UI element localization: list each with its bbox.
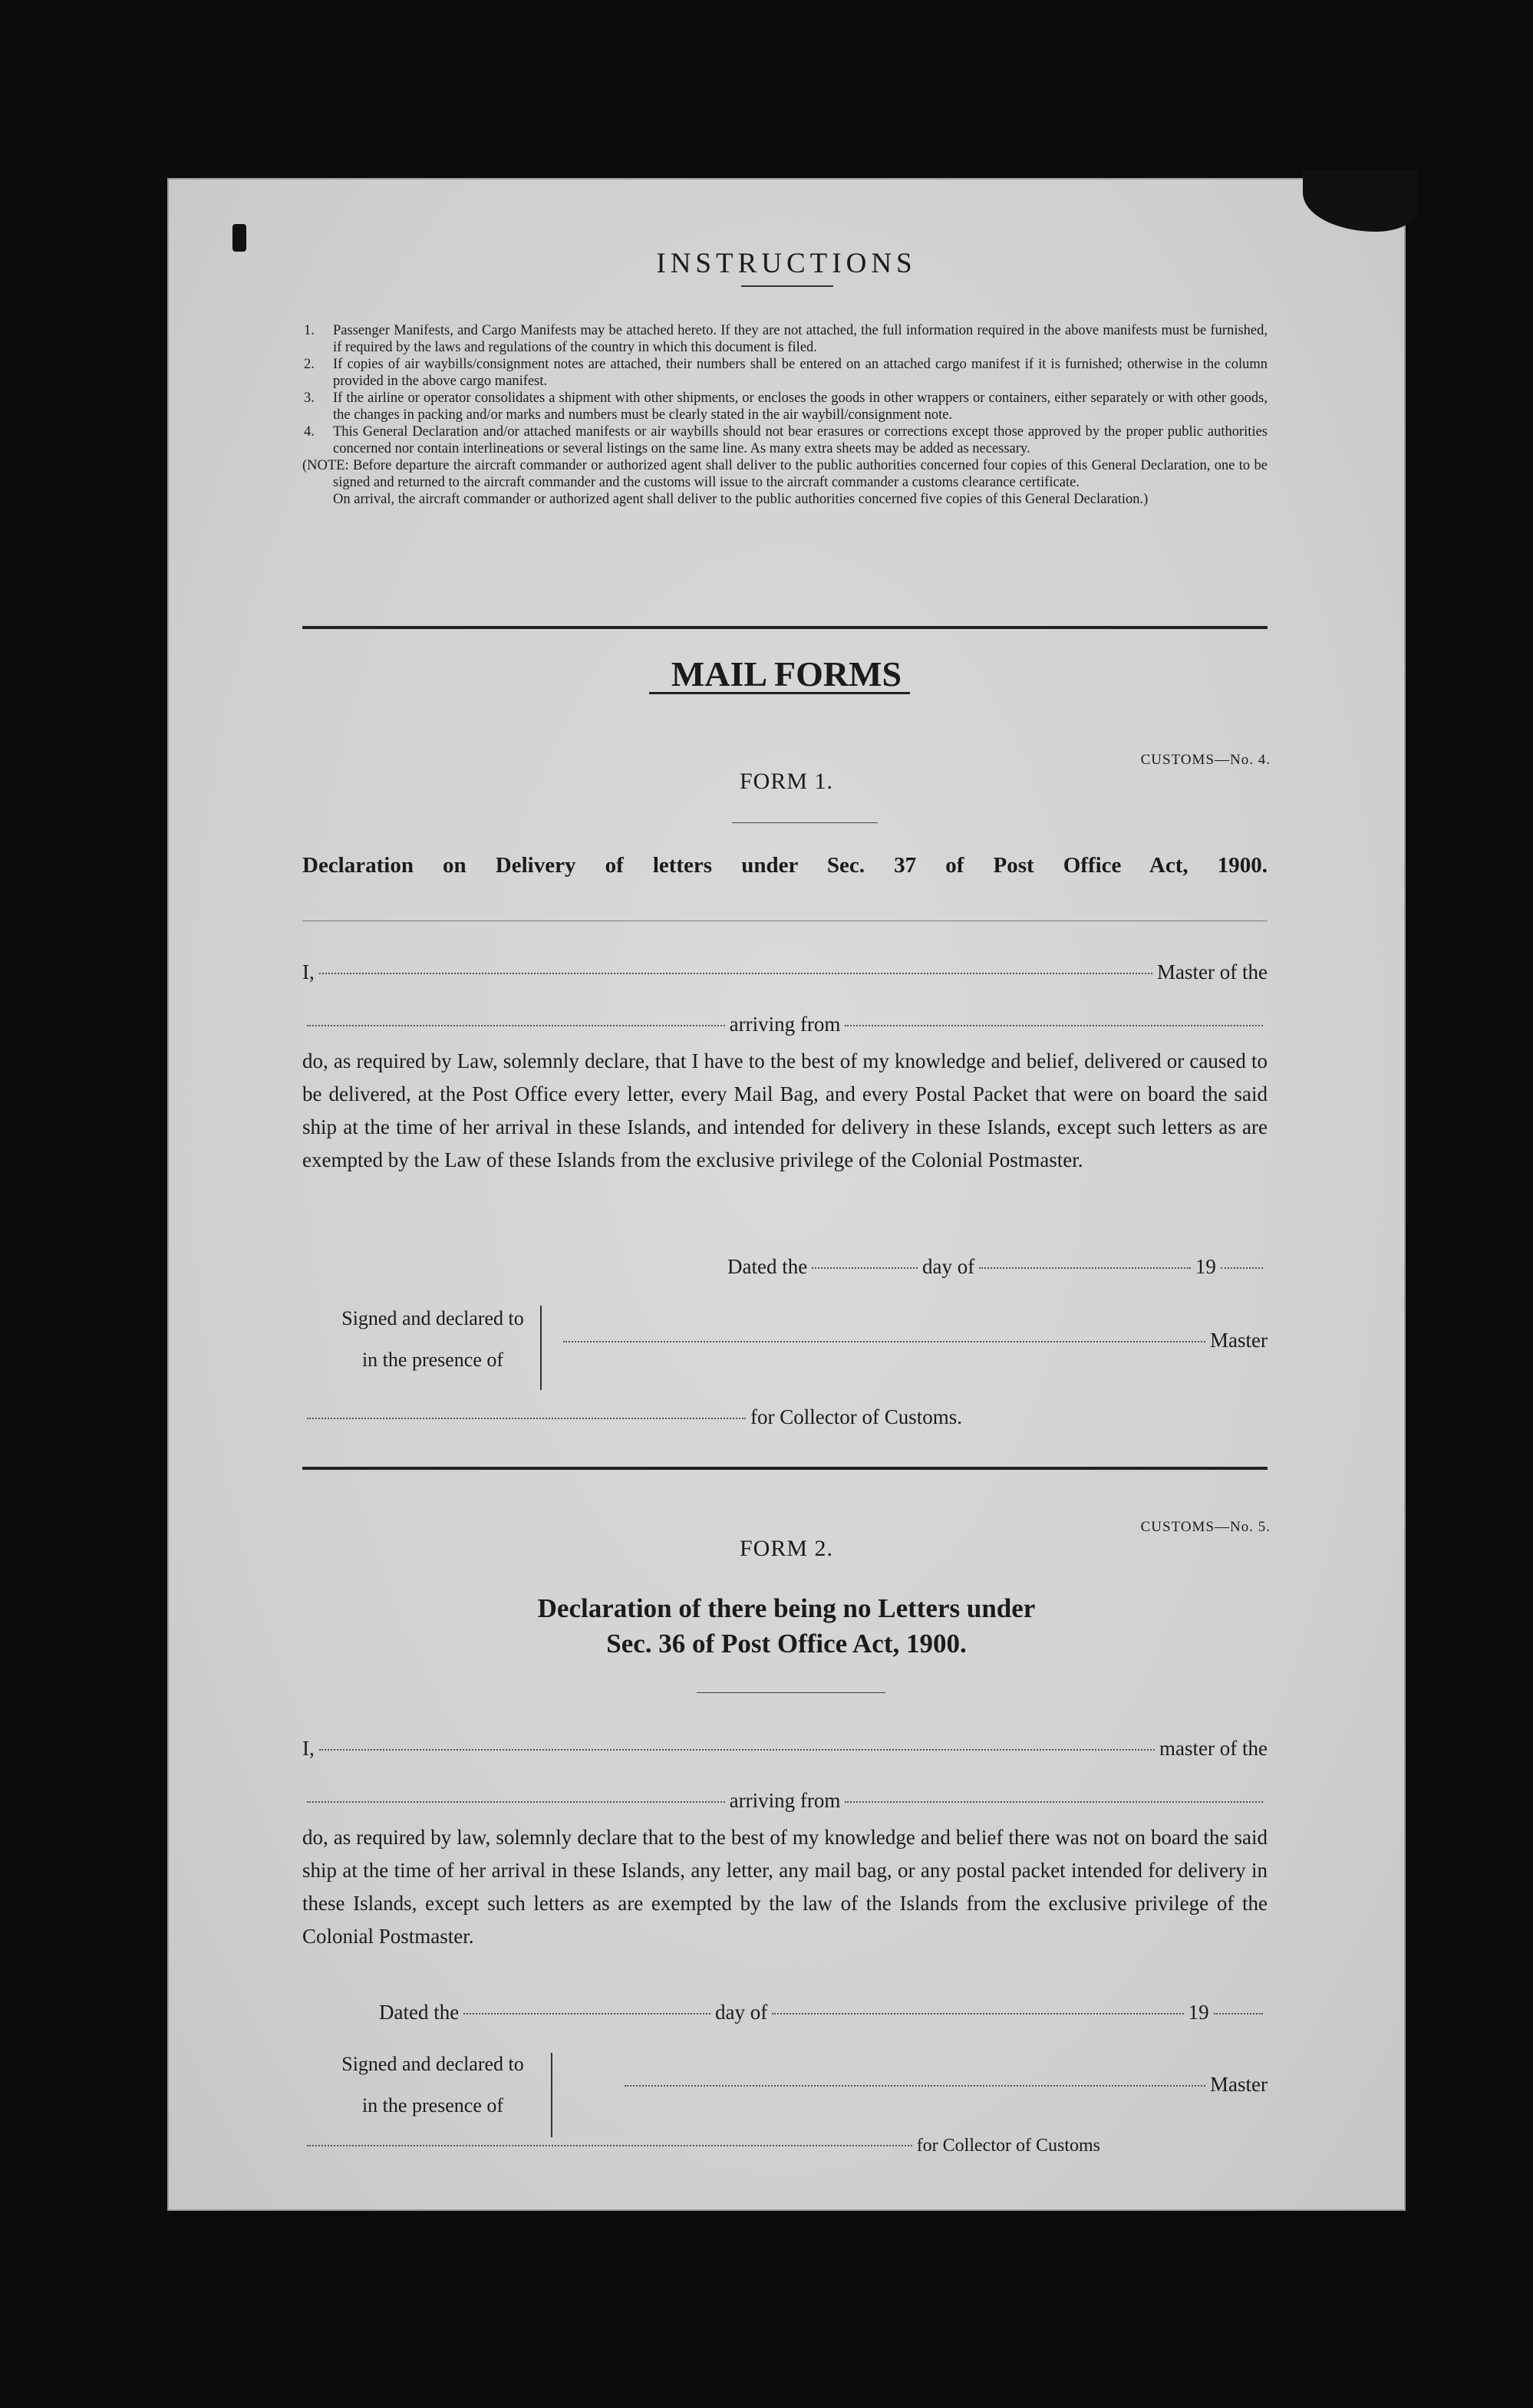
form1-ship-field[interactable] xyxy=(307,1025,725,1026)
form1-collector-label: for Collector of Customs. xyxy=(750,1405,962,1428)
note-text: (NOTE: Before departure the aircraft commander or authorized agent shall deliver to the public authorities concerned four copies of this General Declaration, one to be signed and returned to the aircraft commander and the customs will issue to the aircraft commander a customs clearance certificate. xyxy=(302,458,1268,490)
form1-master-of-label: Master of the xyxy=(1157,960,1268,983)
form2-i-label: I, xyxy=(302,1737,315,1760)
form1-day-of-label: day of xyxy=(922,1255,975,1278)
mail-forms-title: MAIL FORMS xyxy=(671,654,902,693)
form1-body: do, as required by Law, solemnly declare, that I have to the best of my knowledge and belief, delivered or caused to be delivered, at the Post Office every letter, every Mail Bag, and every Postal Packet that were on board the said ship at the time of her arrival in these Islands, and intended for delivery in these Islands, except such letters as are exempted by the Law of these Islands from the exclusive privilege of the Colonial Postmaster. xyxy=(302,1049,1268,1171)
form1-collector-line xyxy=(302,1405,962,1429)
form1-signed-block xyxy=(302,1298,563,1381)
form2-customs-number: CUSTOMS—No. 5. xyxy=(1140,1519,1271,1535)
instruction-item xyxy=(302,356,1268,390)
form2-brace xyxy=(551,2053,560,2137)
form1-customs-number: CUSTOMS—No. 4. xyxy=(1140,752,1271,768)
form2-presence-label: in the presence of xyxy=(361,2094,504,2116)
form1-presence-label: in the presence of xyxy=(361,1349,504,1371)
item-number: 4. xyxy=(304,424,315,440)
form2-year-label: 19 xyxy=(1188,2001,1209,2024)
form1-collector-field[interactable] xyxy=(307,1418,746,1419)
form1-arriving-line xyxy=(302,1013,1268,1036)
form2-collector-label: for Collector of Customs xyxy=(916,2136,1100,2156)
section-divider xyxy=(302,626,1268,629)
instruction-item xyxy=(302,390,1268,423)
form2-month-field[interactable] xyxy=(772,2013,1183,2014)
form1-heading: FORM 1. xyxy=(739,769,834,794)
form1-dated-label: Dated the xyxy=(727,1255,808,1278)
form2-ship-field[interactable] xyxy=(307,1801,725,1803)
mail-forms-underline xyxy=(649,692,910,694)
form-divider xyxy=(302,1467,1268,1470)
instructions-title: INSTRUCTIONS xyxy=(656,248,917,279)
note-text: On arrival, the aircraft commander or authorized agent shall deliver to the public authorities concerned five copies of this General Declaration.) xyxy=(333,492,1149,507)
form2-master-of-label: master of the xyxy=(1159,1737,1268,1760)
form2-origin-field[interactable] xyxy=(845,1801,1263,1803)
form1-year-field[interactable] xyxy=(1221,1267,1263,1269)
form2-declaration-line: Declaration of there being no Letters under xyxy=(537,1593,1036,1623)
item-text: If the airline or operator consolidates a shipment with other shipments, or encloses the goods in other wrappers or containers, either separately or with other goods, the changes in packing and/or marks and numbers must be clearly stated in the air waybill/consignment note. xyxy=(333,390,1268,423)
form2-body: do, as required by law, solemnly declare that to the best of my knowledge and belief there was not on board the said ship at the time of her arrival in these Islands, any letter, any mail bag, or any postal packet intended for delivery in these Islands, except such letters as are exempted by the law of the Islands from the exclusive privilege of the Colonial Postmaster. xyxy=(302,1826,1268,1948)
form2-day-of-label: day of xyxy=(715,2001,768,2024)
form2-signed-block xyxy=(302,2044,563,2126)
form2-master-line xyxy=(302,1737,1268,1761)
form1-dated-line xyxy=(727,1255,1268,1279)
item-number: 3. xyxy=(304,390,315,406)
instruction-note xyxy=(302,457,1268,508)
form1-origin-field[interactable] xyxy=(845,1025,1263,1026)
form1-master-signature-field[interactable] xyxy=(563,1341,1205,1342)
instructions-list xyxy=(302,322,1268,508)
form2-heading: FORM 2. xyxy=(739,1536,834,1561)
form2-date-field[interactable] xyxy=(463,2013,710,2014)
form1-signed-label: Signed and declared to xyxy=(341,1307,524,1329)
instruction-item xyxy=(302,322,1268,356)
form1-declaration-title: Declaration on Delivery of letters under Sec. 37 of Post Office Act, 1900. xyxy=(302,853,1268,878)
form1-heading-rule xyxy=(732,822,878,823)
form2-name-field[interactable] xyxy=(319,1749,1155,1751)
form2-declaration-title xyxy=(167,1591,1406,1662)
form1-arriving-label: arriving from xyxy=(729,1013,841,1036)
item-text: This General Declaration and/or attached manifests or air waybills should not bear erasures or corrections except those approved by the proper public authorities concerned nor contain interlineations or several listings on the same line. As many extra sheets may be added as necessary. xyxy=(333,424,1268,456)
item-number: 2. xyxy=(304,357,315,372)
form2-declaration-line: Sec. 36 of Post Office Act, 1900. xyxy=(606,1629,967,1659)
form2-master-label: Master xyxy=(1210,2073,1268,2096)
form1-year-label: 19 xyxy=(1195,1255,1216,1278)
form2-title-rule xyxy=(697,1692,885,1693)
form2-dated-label: Dated the xyxy=(379,2001,460,2024)
form1-brace xyxy=(540,1306,549,1390)
form2-arriving-line xyxy=(302,1789,1268,1813)
form2-collector-field[interactable] xyxy=(307,2145,912,2146)
title-underline xyxy=(741,285,833,287)
form1-i-label: I, xyxy=(302,960,315,983)
form2-master-signature-field[interactable] xyxy=(625,2085,1205,2087)
form1-master-signature-line xyxy=(559,1329,1268,1352)
form2-collector-line xyxy=(302,2136,1100,2156)
torn-corner xyxy=(1303,170,1418,232)
form1-month-field[interactable] xyxy=(979,1267,1191,1269)
form1-date-field[interactable] xyxy=(812,1267,918,1269)
form1-name-field[interactable] xyxy=(319,973,1152,974)
form2-arriving-label: arriving from xyxy=(729,1789,841,1812)
document-sheet xyxy=(167,178,1406,2211)
instruction-item xyxy=(302,423,1268,457)
item-text: Passenger Manifests, and Cargo Manifests may be attached hereto. If they are not attached, the full information required in the above manifests must be furnished, if required by the laws and regulations of the country in which this document is filed. xyxy=(333,323,1268,355)
item-number: 1. xyxy=(304,323,315,338)
form2-signed-label: Signed and declared to xyxy=(341,2053,524,2075)
form2-master-signature-line xyxy=(620,2073,1268,2097)
form1-master-line xyxy=(302,960,1268,984)
form1-master-label: Master xyxy=(1210,1329,1268,1352)
item-text: If copies of air waybills/consignment notes are attached, their numbers shall be entered on an attached cargo manifest if it is furnished; otherwise in the column provided in the above cargo manifest. xyxy=(333,357,1268,389)
form2-year-field[interactable] xyxy=(1214,2013,1263,2014)
form2-dated-line xyxy=(379,2001,1268,2024)
